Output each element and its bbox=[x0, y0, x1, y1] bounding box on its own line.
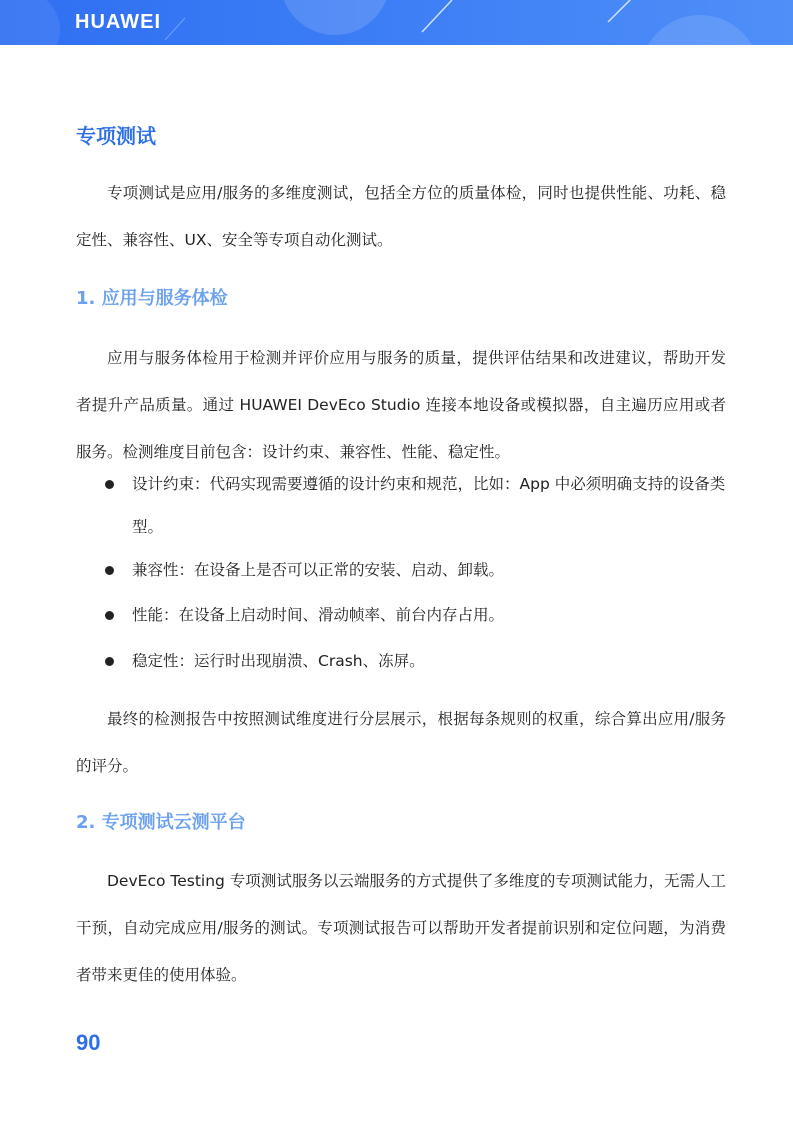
page-number: 90 bbox=[76, 1030, 101, 1055]
bullet-dot-icon bbox=[105, 611, 114, 620]
section1-paragraph: 应用与服务体检用于检测并评价应用与服务的质量，提供评估结果和改进建议，帮助开发者提升产品质量。通过 HUAWEI DevEco Studio 连接本地设备或模拟器，自主遍历应用或者服务。检测维度目前包含：设计约束、兼容性、性能、稳定性。 bbox=[76, 349, 726, 461]
huawei-logo-text: HUAWEI bbox=[75, 11, 161, 33]
list-item bbox=[105, 594, 726, 637]
list-item-text: 性能：在设备上启动时间、滑动帧率、前台内存占用。 bbox=[132, 606, 505, 624]
list-item-text: 兼容性：在设备上是否可以正常的安装、启动、卸载。 bbox=[132, 561, 505, 579]
section1-closing-paragraph: 最终的检测报告中按照测试维度进行分层展示，根据每条规则的权重，综合算出应用/服务的评分。 bbox=[76, 710, 726, 775]
section-heading-health-check: 1. 应用与服务体检 bbox=[76, 288, 228, 309]
bullet-dot-icon bbox=[105, 657, 114, 666]
list-item bbox=[105, 463, 726, 549]
list-item-text: 稳定性：运行时出现崩溃、Crash、冻屏。 bbox=[132, 652, 425, 670]
section2-paragraph: DevEco Testing 专项测试服务以云端服务的方式提供了多维度的专项测试能力，无需人工干预，自动完成应用/服务的测试。专项测试报告可以帮助开发者提前识别和定位问题，为消费者带来更佳的使用体验。 bbox=[76, 872, 726, 984]
list-item-text: 设计约束：代码实现需要遵循的设计约束和规范，比如：App 中必须明确支持的设备类型。 bbox=[132, 475, 726, 536]
bullet-dot-icon bbox=[105, 480, 114, 489]
page-title: 专项测试 bbox=[76, 124, 156, 148]
bullet-dot-icon bbox=[105, 566, 114, 575]
page-header-banner bbox=[0, 0, 793, 45]
section-heading-cloud-platform: 2. 专项测试云测平台 bbox=[76, 812, 246, 833]
list-item bbox=[105, 640, 726, 683]
list-item bbox=[105, 549, 726, 592]
intro-paragraph: 专项测试是应用/服务的多维度测试，包括全方位的质量体检，同时也提供性能、功耗、稳定性、兼容性、UX、安全等专项自动化测试。 bbox=[76, 184, 726, 249]
